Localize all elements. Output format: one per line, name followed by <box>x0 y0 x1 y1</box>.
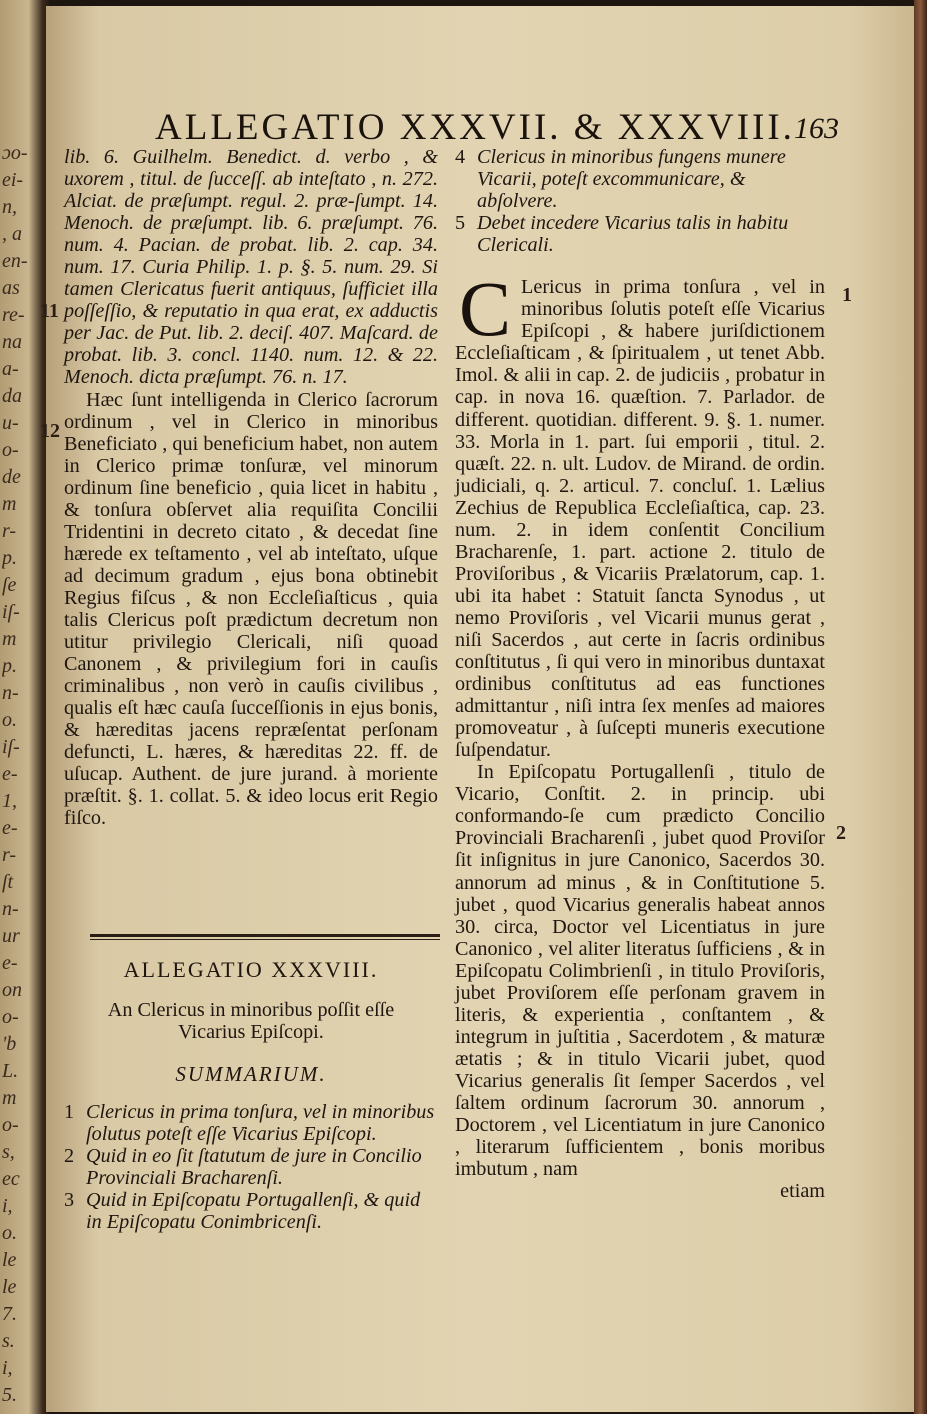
facing-fragment: r- <box>2 520 17 542</box>
facing-fragment: 7. <box>2 1303 17 1325</box>
drop-cap: C <box>459 265 512 353</box>
facing-fragment: i, <box>2 1357 13 1379</box>
facing-fragment: n, <box>2 196 17 218</box>
left-column <box>64 146 438 829</box>
summary-item: 3 Quid in Epiſcopatu Portugallenſi, & quid in Epiſcopatu Conimbricenſi. <box>64 1189 421 1234</box>
margin-note-12: 12 <box>40 420 60 442</box>
summary-item: 5 Debet incedere Vicarius talis in habitu Clericali. <box>455 212 789 257</box>
facing-fragment: m <box>2 493 17 515</box>
section-question: An Clericus in minoribus poſſit eſſe Vicarius Epiſcopi. <box>107 999 395 1044</box>
summary-item: 4 Clericus in minoribus fungens munere Vicarii, poteſt excommunicare, & abſolvere. <box>455 146 786 213</box>
facing-fragment: as <box>2 277 20 299</box>
section-rule <box>90 934 440 937</box>
summary-item: 1 Clericus in prima tonſura, vel in minoribus ſolutus poteſt eſſe Vicarius Epiſcopi. <box>64 1101 435 1146</box>
facing-fragment: p. <box>2 655 17 677</box>
facing-fragment: , a <box>2 223 22 245</box>
facing-fragment: p. <box>2 547 17 569</box>
page-number: 163 <box>794 112 839 145</box>
paragraph-1: C Lericus in prima tonſura , vel in minoribus ſolutis poteſt eſſe Vicarius Epiſcopi , & habere juriſdictionem Eccleſiaſticam , & ſpiritualem , ut tenet Abb. Imol. & alii in cap. 2. de judiciis , probatur in cap. in nova 16. quæſtion. 7. Parlador. de different. quotidian. different. 9. §. 1. numer. 33. Morla in 1. part. ſui emporii , titul. 2. quæſt. 22. n. ult. Ludov. de Mirand. de ordin. judiciali, q. 2. articul. 7. concluſ. 1. Lælius Zechius de Republica Eccleſiaſtica, cap. 23. num. 2. in idem conſentit Concilium Bracharenſe, 1. part. actione 2. titulo de Proviſoribus , & Vicariis Prælatorum, cap. 1. ubi ita habet : Statuit ſancta Synodus , ut nemo Proviſoris , vel Vicarii munus gerat , niſi Sacerdos , aut certe in ſacris ordinibus conſtitutus , ſi qui vero in minoribus duntaxat ordinibus conſtitutus ad eas functiones admittantur , niſi intra ſex menſes ad maiores promoveatur , à ſuſcepti muneris executione ſuſpendatur. <box>455 265 825 762</box>
facing-fragment: re- <box>2 304 25 326</box>
facing-fragment: ur <box>2 925 20 947</box>
facing-fragment: o- <box>2 439 19 461</box>
facing-fragment: r- <box>2 844 17 866</box>
right-body <box>455 265 825 1203</box>
facing-page-fragments <box>2 140 36 1409</box>
facing-fragment: n- <box>2 682 19 704</box>
facing-fragment: ſt <box>2 871 14 893</box>
facing-fragment: de <box>2 466 21 488</box>
facing-fragment: on <box>2 979 22 1001</box>
facing-fragment: e- <box>2 952 18 974</box>
facing-fragment: 1, <box>2 790 17 812</box>
facing-fragment: e- <box>2 817 18 839</box>
margin-note-2: 2 <box>836 822 846 844</box>
facing-fragment: o. <box>2 709 17 731</box>
allegatio-38-block <box>64 957 438 1233</box>
facing-fragment: en- <box>2 250 28 272</box>
catchword: etiam <box>780 1180 825 1203</box>
running-head: ALLEGATIO XXXVII. & XXXVIII. <box>155 107 795 148</box>
left-continuation-text: lib. 6. Guilhelm. Benedict. d. verbo , & uxorem , titul. de ſucceſſ. ab inteſtato , n. 272. Alciat. de præſumpt. regul. 2. præ-ſumpt. 14. Menoch. de præſumpt. lib. 6. præſumpt. 76. num. 4. Pacian. de probat. lib. 2. cap. 34. num. 17. Curia Philip. 1. p. §. 5. num. 29. Si tamen Clericatus fuerit antiquus, ſufficiet illa poſſeſſio, & reputatio in qua erat, ex adductis per Jac. de Put. lib. 2. deciſ. 407. Maſcard. de probat. lib. 3. concl. 1140. num. 12. & 22. Menoch. dicta præſumpt. 76. n. 17. <box>64 146 438 389</box>
left-paragraph-12: Hæc ſunt intelligenda in Clerico ſacrorum ordinum , vel in Clerico in minoribus Beneficiato , qui beneficium habet, non autem in Clerico primæ tonſuræ, vel minorum ordinum ſine beneficio , quia licet in habitu , & tonſura obſervet alia requiſita Concilii Tridentini in decreto citato , & decedat ſine hærede ex teſtamento , vel ab inteſtato, uſque ad decimum gradum , ejus bona obtinebit Regius fiſcus , & non Eccleſiaſticus , quia talis Clericus poſt prædictum decretum non utitur privilegio Clericali, niſi quoad Canonem , & privilegium fori in cauſis criminalibus , non verò in cauſis civilibus , qualis eſt hæc cauſa ſucceſſionis in ejus bonis, & hæreditas jacens repræſentat perſonam defuncti, L. hæres, & hæreditas 22. ff. de uſucap. Authent. de jure jurand. à moriente præſtit. §. 1. collat. 5. & ideo locus erit Regio fiſco. <box>64 388 438 830</box>
facing-fragment: m <box>2 1087 17 1109</box>
facing-fragment: o- <box>2 1114 19 1136</box>
facing-fragment: na <box>2 331 22 353</box>
section-title: ALLEGATIO XXXVIII. <box>123 957 379 982</box>
facing-fragment: s, <box>2 1141 15 1163</box>
facing-fragment: o- <box>2 1006 19 1028</box>
facing-fragment: ei- <box>2 169 24 191</box>
facing-fragment: ɔo- <box>2 142 28 164</box>
facing-fragment: u- <box>2 412 19 434</box>
facing-fragment: a- <box>2 358 19 380</box>
facing-fragment: s. <box>2 1330 15 1352</box>
margin-note-1: 1 <box>842 284 852 306</box>
facing-fragment: 5. <box>2 1384 17 1406</box>
margin-note-11: 11 <box>40 300 59 322</box>
facing-fragment: ſe <box>2 574 17 596</box>
right-column <box>455 146 825 1202</box>
section-rule-thin <box>90 939 440 940</box>
facing-fragment: n- <box>2 898 19 920</box>
summary-heading: SUMMARIUM. <box>175 1062 327 1087</box>
facing-fragment: e- <box>2 763 18 785</box>
summary-item: 2 Quid in eo ſit ſtatutum de jure in Concilio Provinciali Bracharenſi. <box>64 1145 422 1190</box>
facing-fragment: ec <box>2 1168 20 1190</box>
page-fore-edge <box>914 0 927 1414</box>
facing-fragment: le <box>2 1249 17 1271</box>
facing-fragment: iſ- <box>2 736 20 758</box>
facing-fragment: iſ- <box>2 601 20 623</box>
paragraph-2: In Epiſcopatu Portugallenſi , titulo de Vicario, Conſtit. 2. in princip. ubi conformando-ſe cum prædicto Concilio Provinciali Bracharenſi , jubet quod Proviſor ſit inſignitus in jure Canonico, Sacerdos 30. annorum ad minus , & in Conſtitutione 5. jubet , quod Vicarius generalis habeat annos 30. circa, Doctor vel Licentiatus in jure Canonico , vel aliter literatus ſufficiens , & in Epiſcopatu Colimbrienſi , in titulo Proviſoris, jubet Proviſorem eſſe perſonam gravem in literis, & experientia , conſtantem , & integrum in juſtitia , Sacerdotem , & maturæ ætatis ; & in titulo Vicarii jubet, quod Vicarius generalis ſit ſemper Sacerdos , vel ſaltem ordinum ſacrorum 30. annorum , Doctorem , vel Licentiatum in jure Canonico , literarum ſufficientem , bonis moribus imbutum , nam <box>455 761 825 1181</box>
facing-fragment: i, <box>2 1195 13 1217</box>
facing-fragment: le <box>2 1276 17 1298</box>
facing-fragment: ʹb <box>2 1033 17 1055</box>
facing-fragment: o. <box>2 1222 17 1244</box>
facing-fragment: m <box>2 628 17 650</box>
facing-fragment: da <box>2 385 22 407</box>
facing-fragment: L. <box>2 1060 19 1082</box>
summary-list <box>64 1101 438 1233</box>
